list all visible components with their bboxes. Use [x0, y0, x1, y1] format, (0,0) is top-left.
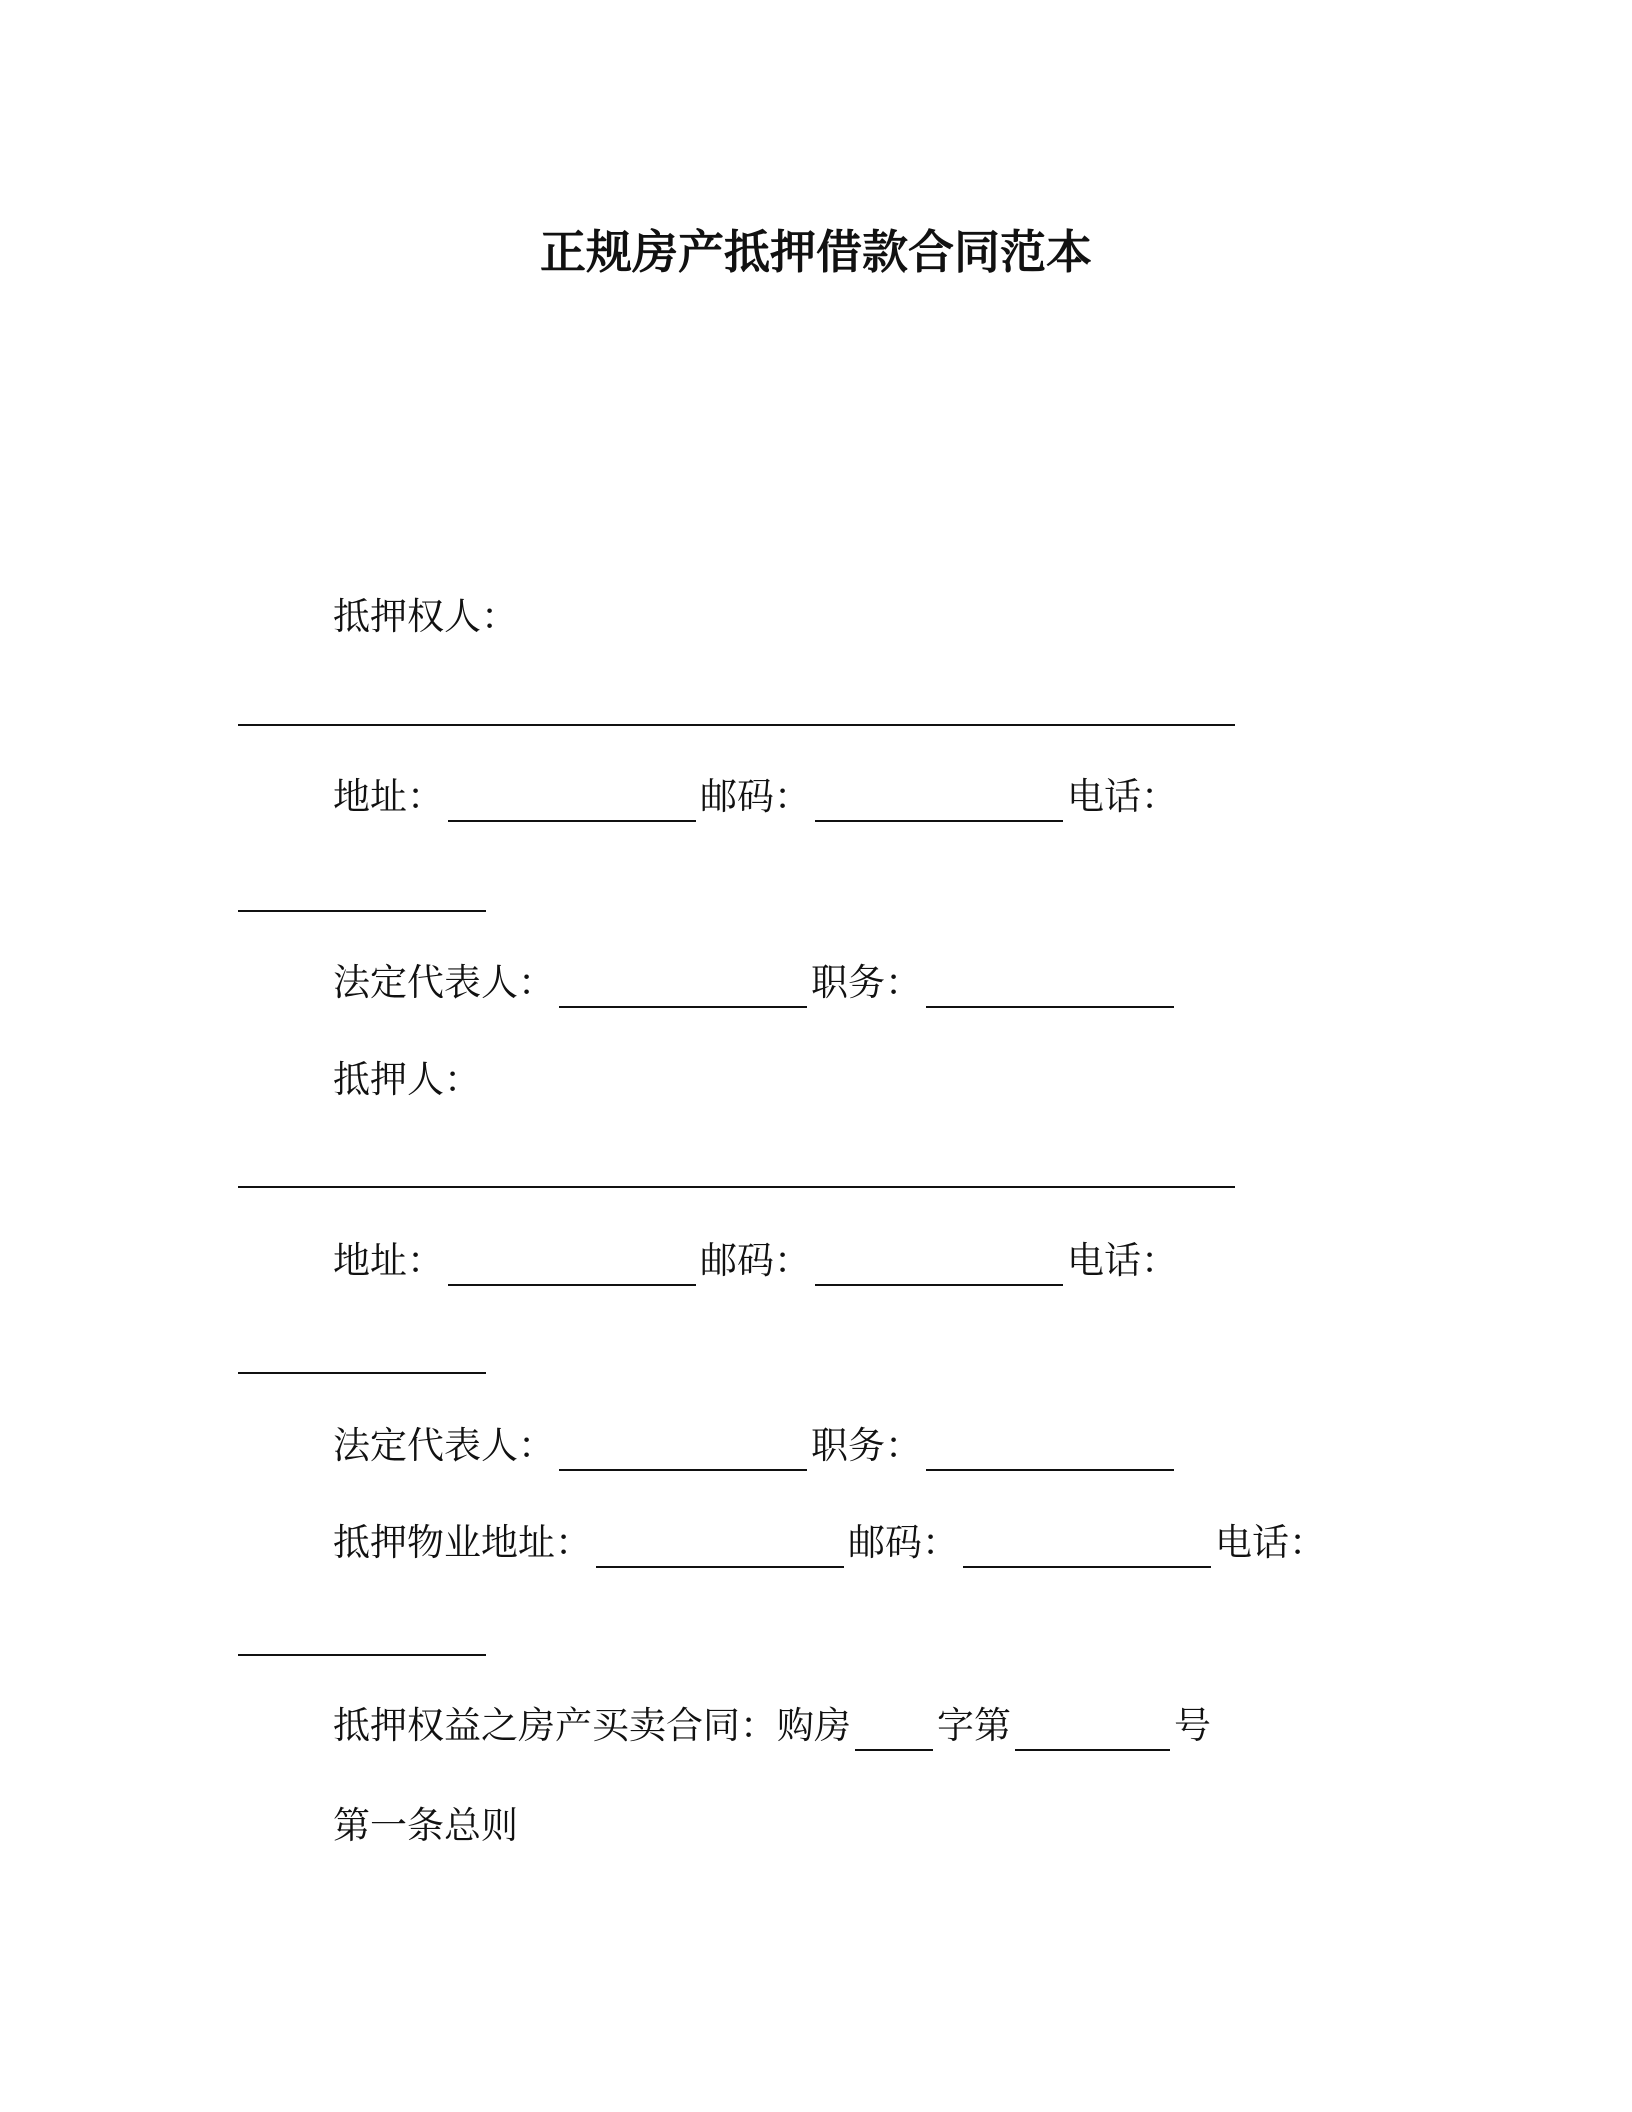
- property-phone-row: [238, 1606, 486, 1656]
- mortgagee-legal-rep-field[interactable]: [559, 966, 807, 1008]
- mortgagee-phone-row: [238, 862, 486, 912]
- section-heading: 第一条总则: [333, 1804, 518, 1847]
- mortgagee-row: [333, 592, 518, 642]
- mortgagor-row: [333, 1055, 481, 1105]
- mortgagee-name-field[interactable]: [238, 684, 1235, 726]
- phone-label: 电话：: [1215, 1521, 1326, 1564]
- mortgagee-rep-row: [333, 958, 1178, 1008]
- purchase-contract-row: [333, 1701, 1211, 1751]
- phone-label: 电话：: [1067, 775, 1178, 818]
- contract-middle: 字第: [937, 1704, 1011, 1747]
- postcode-label: 邮码：: [700, 775, 811, 818]
- mortgagor-label: 抵押人：: [333, 1058, 481, 1101]
- mortgagor-name-row: [238, 1138, 1235, 1188]
- postcode-label: 邮码：: [700, 1239, 811, 1282]
- mortgagee-phone-field[interactable]: [238, 870, 486, 912]
- mortgagee-postcode-field[interactable]: [815, 780, 1063, 822]
- mortgagee-address-field[interactable]: [448, 780, 696, 822]
- mortgagor-phone-field[interactable]: [238, 1332, 486, 1374]
- mortgagee-contact-row: [333, 772, 1178, 822]
- mortgagor-phone-row: [238, 1324, 486, 1374]
- mortgagor-rep-row: [333, 1421, 1178, 1471]
- mortgagee-position-field[interactable]: [926, 966, 1174, 1008]
- mortgagor-contact-row: [333, 1236, 1178, 1286]
- address-label: 地址：: [333, 775, 444, 818]
- mortgagor-name-field[interactable]: [238, 1146, 1235, 1188]
- property-phone-field[interactable]: [238, 1614, 486, 1656]
- mortgagee-name-row: [238, 676, 1235, 726]
- property-address-field[interactable]: [596, 1526, 844, 1568]
- property-address-label: 抵押物业地址：: [333, 1521, 592, 1564]
- document-title: 正规房产抵押借款合同范本: [540, 225, 1092, 279]
- mortgagor-postcode-field[interactable]: [815, 1244, 1063, 1286]
- phone-label: 电话：: [1067, 1239, 1178, 1282]
- property-contact-row: [333, 1518, 1326, 1568]
- mortgagor-legal-rep-field[interactable]: [559, 1429, 807, 1471]
- mortgagor-address-field[interactable]: [448, 1244, 696, 1286]
- contract-category-field[interactable]: [855, 1709, 933, 1751]
- position-label: 职务：: [811, 1424, 922, 1467]
- property-postcode-field[interactable]: [963, 1526, 1211, 1568]
- contract-number-field[interactable]: [1015, 1709, 1170, 1751]
- address-label: 地址：: [333, 1239, 444, 1282]
- contract-suffix: 号: [1174, 1704, 1211, 1747]
- mortgagor-position-field[interactable]: [926, 1429, 1174, 1471]
- mortgagee-label: 抵押权人：: [333, 595, 518, 638]
- legal-rep-label: 法定代表人：: [333, 961, 555, 1004]
- postcode-label: 邮码：: [848, 1521, 959, 1564]
- contract-prefix: 抵押权益之房产买卖合同：购房: [333, 1704, 851, 1747]
- legal-rep-label: 法定代表人：: [333, 1424, 555, 1467]
- position-label: 职务：: [811, 961, 922, 1004]
